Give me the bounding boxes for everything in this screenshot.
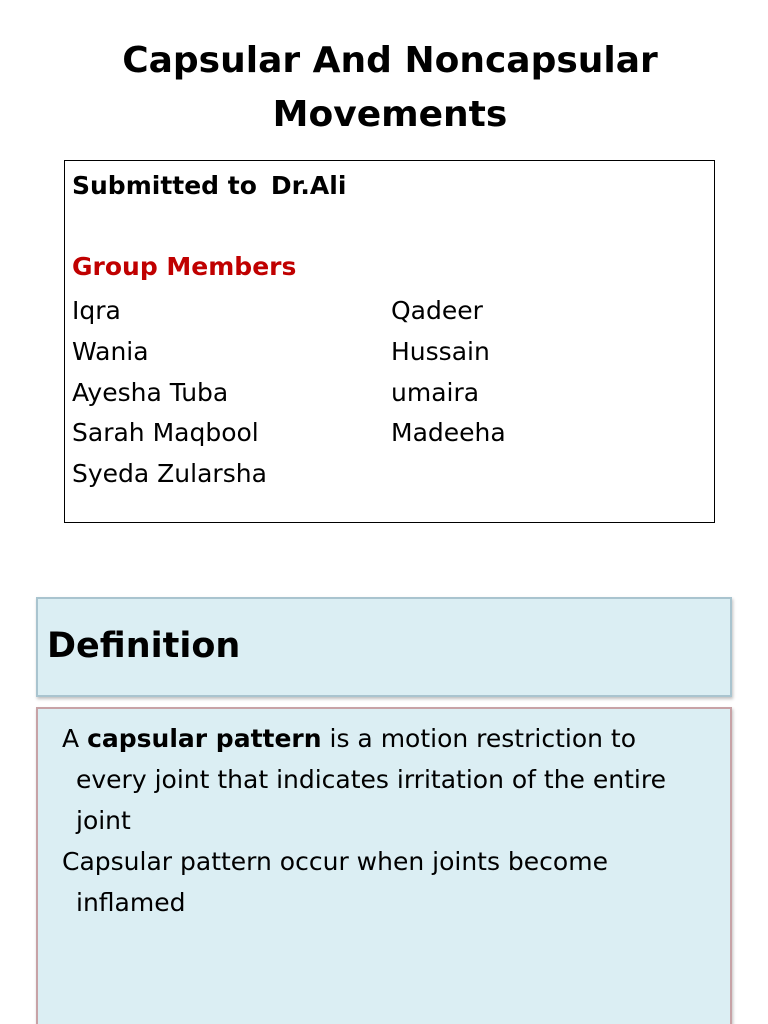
member-name: Hussain [391,336,490,366]
submitted-to-name: Dr.Ali [270,171,347,200]
member-name: Syeda Zularsha [72,459,267,489]
members-right-column [391,291,506,454]
members-left-column [72,291,267,495]
page-title [40,34,740,142]
definition-content-box [36,707,732,1024]
member-name: Madeeha [391,418,506,448]
submitted-to-line [72,169,346,203]
member-name: umaira [391,377,480,407]
member-name: Ayesha Tuba [72,377,229,407]
member-name: Iqra [72,296,121,325]
definition-heading: Definition [47,626,241,666]
member-name: Wania [72,336,149,366]
group-members-heading: Group Members [72,252,297,281]
title-line-1: Capsular And Noncapsular [122,40,658,81]
definition-para1-prefix: A [62,724,88,753]
submitted-to-label: Submitted to [72,171,257,200]
title-line-2: Movements [272,94,508,135]
member-name: Sarah Maqbool [72,418,259,448]
definition-heading-box [36,597,732,697]
members-box [64,160,715,523]
definition-paragraph-2: Capsular pattern occur when joints become inflamed [62,847,608,917]
definition-text [62,718,712,923]
member-name: Qadeer [391,296,483,325]
definition-term: capsular pattern [87,724,322,753]
definition-paragraph-1 [62,718,712,841]
definition-para1-suffix: is a motion restriction to every joint that indicates irritation of the entire joint [76,724,666,835]
